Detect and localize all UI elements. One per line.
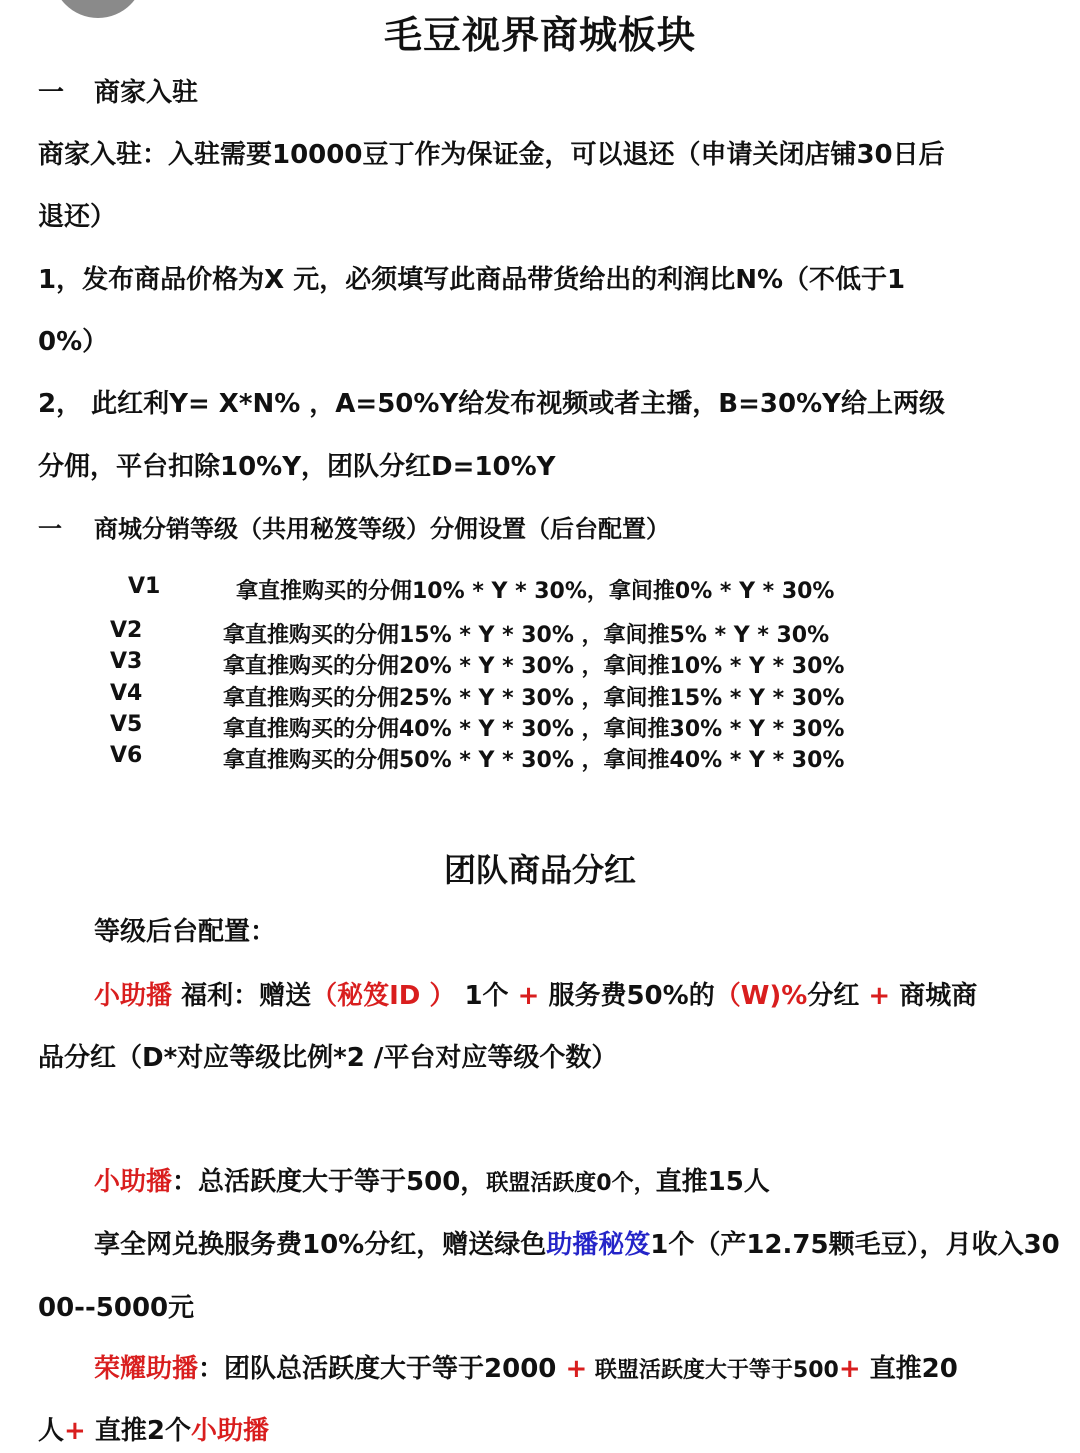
small-helper-line1	[94, 1161, 770, 1198]
role-glory-helper: 荣耀助播	[94, 1354, 199, 1384]
requirement-text: 联盟活跃度大于等于500	[587, 1358, 839, 1383]
level-code: V4	[110, 681, 143, 706]
benefit-line1	[94, 975, 977, 1012]
glory-helper-line2	[38, 1410, 269, 1447]
reward-text: 享全网兑换服务费10%分红，赠送绿色	[94, 1230, 547, 1260]
section-heading-text: 商城分销等级（共用秘笈等级）分佣设置（后台配置）	[94, 515, 670, 543]
requirement-text: 直推15人	[655, 1167, 770, 1197]
level-desc: 拿直推购买的分佣25% * Y * 30% ，拿间推15% * Y * 30%	[223, 686, 845, 711]
benefit-text: 1个	[455, 981, 509, 1011]
section-bullet: 一	[38, 515, 62, 543]
level-code: V5	[110, 712, 143, 737]
section-bullet: 一	[38, 78, 65, 108]
requirement-text: 直推2个	[85, 1416, 191, 1446]
level-desc: 拿直推购买的分佣15% * Y * 30% ，拿间推5% * Y * 30%	[223, 623, 830, 648]
item1-line2: 0%）	[38, 327, 109, 357]
plus-icon: +	[868, 981, 891, 1011]
role-small-helper: 小助播	[94, 981, 173, 1011]
gift-secret-id: （秘笈ID ）	[311, 981, 456, 1011]
glory-helper-line1	[94, 1348, 958, 1385]
benefit-text: 服务费50%的	[539, 981, 715, 1011]
level-desc: 拿直推购买的分佣20% * Y * 30% ，拿间推10% * Y * 30%	[223, 654, 845, 679]
item2-line1: 2， 此红利Y= X*N% ，A=50%Y给发布视频或者主播，B=30%Y给上两级	[38, 389, 945, 419]
helper-secret-link: 助播秘笈	[546, 1230, 651, 1260]
requirement-text: ：团队总活跃度大于等于2000	[198, 1354, 566, 1384]
plus-icon: +	[565, 1354, 588, 1384]
level-code: V3	[110, 649, 143, 674]
level-code: V1	[128, 574, 161, 599]
role-small-helper: 小助播	[94, 1167, 173, 1197]
w-percent: （W)%	[714, 981, 808, 1011]
plus-icon: +	[517, 981, 540, 1011]
page-title: 毛豆视界商城板块	[383, 13, 696, 57]
merchant-para-line2: 退还）	[38, 202, 117, 232]
benefit-text: 商城商	[890, 981, 978, 1011]
small-helper-line3: 00--5000元	[38, 1293, 195, 1323]
requirement-text: 人	[38, 1416, 65, 1446]
section-title-team-dividend: 团队商品分红	[443, 851, 636, 889]
item1-line1: 1，发布商品价格为X 元，必须填写此商品带货给出的利润比N%（不低于1	[38, 265, 906, 295]
level-code: V6	[110, 743, 143, 768]
role-small-helper: 小助播	[190, 1416, 269, 1446]
merchant-para-line1: 商家入驻：入驻需要10000豆丁作为保证金，可以退还（申请关闭店铺30日后	[38, 140, 945, 170]
section-heading-text: 商家入驻	[94, 78, 199, 108]
requirement-text: ：总活跃度大于等于500，	[172, 1167, 487, 1197]
level-desc: 拿直推购买的分佣40% * Y * 30% ，拿间推30% * Y * 30%	[223, 717, 845, 742]
level-desc: 拿直推购买的分佣50% * Y * 30% ，拿间推40% * Y * 30%	[223, 748, 845, 773]
reward-text: 1个（产12.75颗毛豆），月收入30	[650, 1230, 1060, 1260]
requirement-text: 联盟活跃度0个，	[486, 1171, 656, 1196]
benefit-text: 福利：赠送	[172, 981, 312, 1011]
section-heading-merchant	[38, 72, 198, 109]
benefit-text: 分红	[807, 981, 869, 1011]
requirement-text: 直推20	[860, 1354, 958, 1384]
level-desc: 拿直推购买的分佣10% * Y * 30%，拿间推0% * Y * 30%	[236, 579, 835, 604]
plus-icon: +	[64, 1416, 86, 1446]
benefit-line2: 品分红（D*对应等级比例*2 /平台对应等级个数）	[38, 1043, 618, 1073]
item2-line2: 分佣，平台扣除10%Y，团队分红D=10%Y	[38, 452, 556, 482]
config-label: 等级后台配置：	[94, 917, 277, 947]
section-heading-levels	[38, 509, 670, 544]
plus-icon: +	[838, 1354, 861, 1384]
small-helper-line2	[94, 1224, 1060, 1261]
level-code: V2	[110, 618, 143, 643]
